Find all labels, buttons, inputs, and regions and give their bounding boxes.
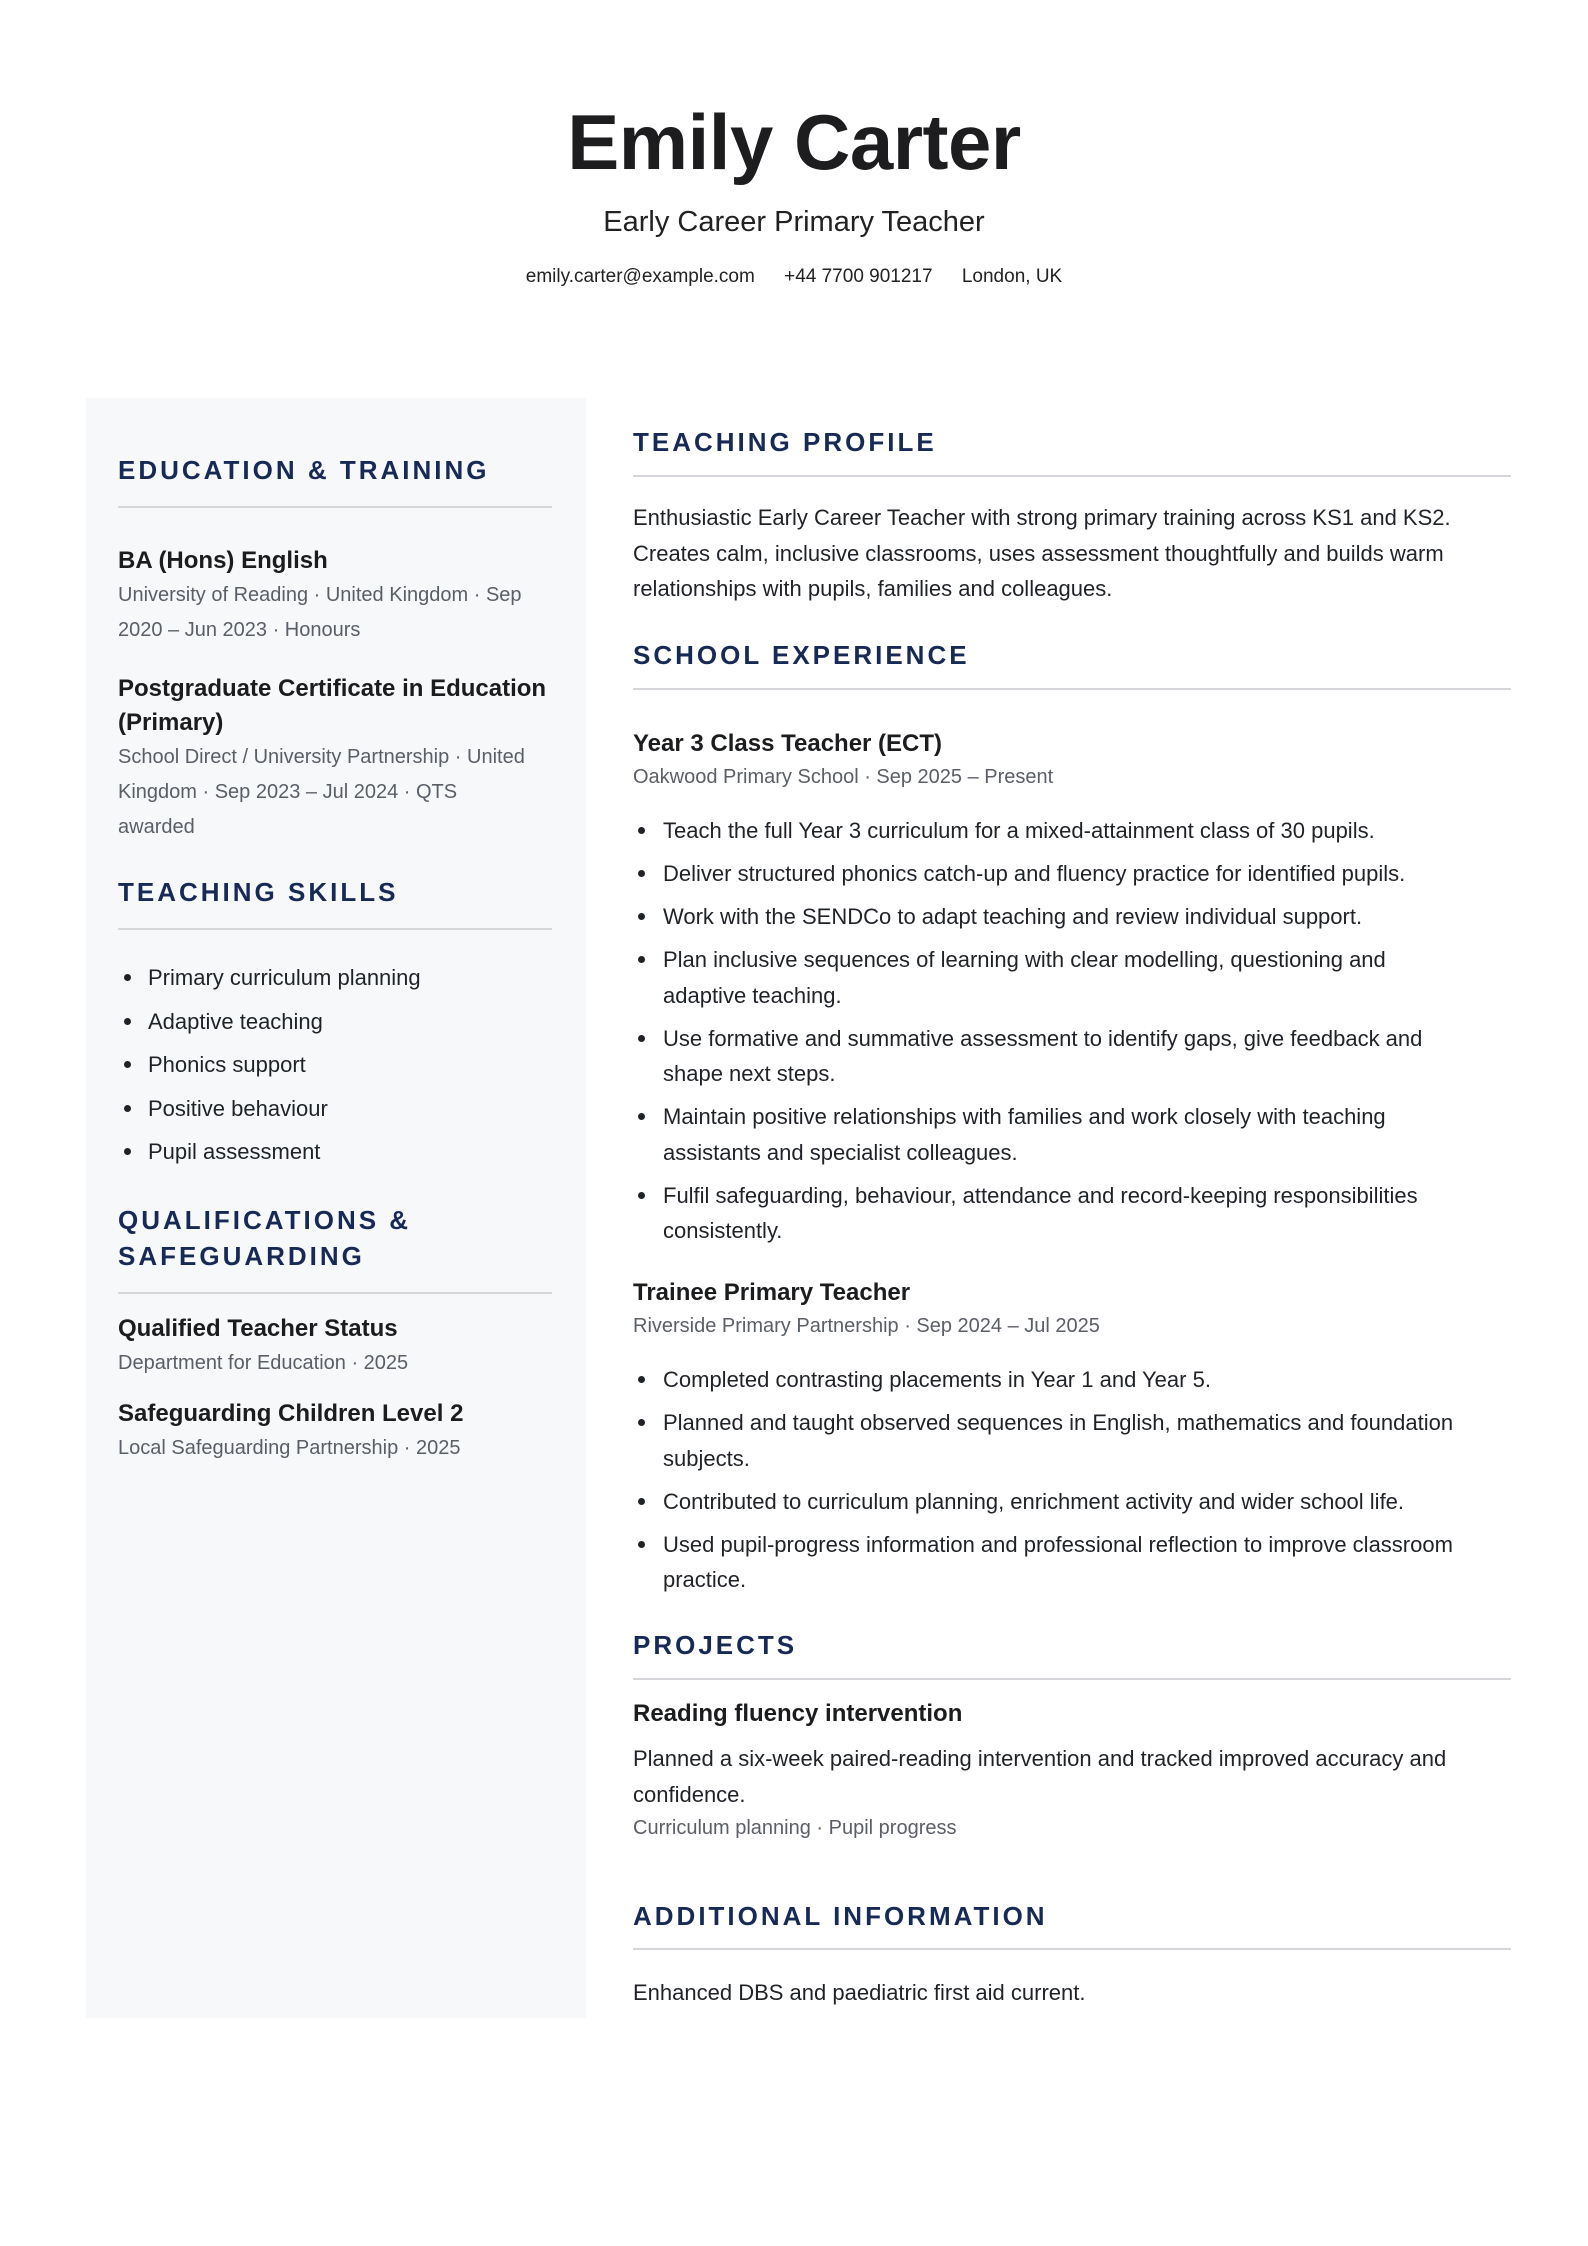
candidate-name: Emily Carter	[567, 98, 1021, 186]
sidebar	[86, 398, 586, 2018]
qualification-meta: Local Safeguarding Partnership · 2025	[118, 1437, 461, 1459]
experience-section-title: SCHOOL EXPERIENCE	[633, 640, 970, 670]
candidate-role: Early Career Primary Teacher	[603, 206, 985, 238]
education-meta: awarded	[118, 816, 195, 838]
education-divider	[118, 506, 552, 508]
list-item: Positive behaviour	[118, 1087, 552, 1131]
additional-section-title: ADDITIONAL INFORMATION	[633, 1901, 1048, 1931]
profile-section-title: TEACHING PROFILE	[633, 427, 937, 457]
education-degree: BA (Hons) English	[118, 547, 328, 574]
education-meta: School Direct / University Partnership · United	[118, 746, 525, 768]
qualification-item	[118, 1312, 552, 1381]
skills-section-title: TEACHING SKILLS	[118, 877, 399, 907]
experience-divider	[633, 688, 1511, 690]
list-item: Plan inclusive sequences of learning with clear modelling, questioning and adaptive teaching.	[633, 942, 1511, 1013]
list-item: Used pupil-progress information and professional reflection to improve classroom practice.	[633, 1527, 1511, 1598]
qualification-meta: Department for Education · 2025	[118, 1352, 409, 1374]
education-degree: Postgraduate Certificate in Education	[118, 675, 547, 702]
project-name: Reading fluency intervention	[633, 1700, 963, 1727]
list-item: Teach the full Year 3 curriculum for a mixed-attainment class of 30 pupils.	[633, 813, 1511, 849]
additional-text: Enhanced DBS and paediatric first aid current.	[633, 1980, 1086, 2005]
resume-header	[0, 96, 1588, 290]
list-item: Pupil assessment	[118, 1130, 552, 1174]
qualification-name: Qualified Teacher Status	[118, 1315, 398, 1342]
contact-location: London, UK	[961, 266, 1063, 287]
qualification-item	[118, 1397, 552, 1466]
education-meta: Kingdom · Sep 2023 – Jul 2024 · QTS	[118, 781, 458, 803]
list-item: Deliver structured phonics catch-up and fluency practice for identified pupils.	[633, 856, 1511, 892]
list-item: Primary curriculum planning	[118, 956, 552, 1000]
list-item: Phonics support	[118, 1043, 552, 1087]
job-entry	[633, 1276, 1511, 1342]
job-role: Year 3 Class Teacher (ECT)	[633, 730, 943, 757]
projects-section-title: PROJECTS	[633, 1630, 798, 1660]
job-meta: Riverside Primary Partnership · Sep 2024 – Jul 2025	[633, 1315, 1100, 1337]
job-bullets	[633, 1362, 1511, 1598]
contact-line	[0, 264, 1588, 290]
project-entry	[633, 1697, 1511, 1844]
education-item	[118, 672, 552, 845]
profile-divider	[633, 475, 1511, 477]
list-item: Work with the SENDCo to adapt teaching and review individual support.	[633, 899, 1511, 935]
list-item: Contributed to curriculum planning, enrichment activity and wider school life.	[633, 1484, 1511, 1520]
project-tags: Curriculum planning · Pupil progress	[633, 1817, 957, 1839]
list-item: Use formative and summative assessment to identify gaps, give feedback and shape next steps.	[633, 1021, 1511, 1092]
contact-phone[interactable]: +44 7700 901217	[784, 266, 933, 287]
qualifications-divider	[118, 1292, 552, 1294]
qualification-name: Safeguarding Children Level 2	[118, 1400, 464, 1427]
contact-email[interactable]: emily.carter@example.com	[525, 266, 755, 287]
skills-divider	[118, 928, 552, 930]
education-meta: University of Reading · United Kingdom · Sep	[118, 584, 522, 606]
list-item: Planned and taught observed sequences in English, mathematics and foundation subjects.	[633, 1405, 1511, 1476]
list-item: Adaptive teaching	[118, 1000, 552, 1044]
qualifications-section-title: QUALIFICATIONS & SAFEGUARDING	[118, 1205, 412, 1271]
job-bullets	[633, 813, 1511, 1249]
job-role: Trainee Primary Teacher	[633, 1279, 911, 1306]
projects-divider	[633, 1678, 1511, 1680]
list-item: Fulfil safeguarding, behaviour, attendance and record-keeping responsibilities consistently.	[633, 1178, 1511, 1249]
profile-text: Enthusiastic Early Career Teacher with strong primary training across KS1 and KS2. Creates calm, inclusive classrooms, uses assessment thoughtfully and builds warm relationships with pupils, families and colleagues.	[633, 505, 1451, 601]
job-entry	[633, 727, 1511, 793]
skills-list	[118, 956, 552, 1174]
education-section-title: EDUCATION & TRAINING	[118, 455, 490, 485]
list-item: Completed contrasting placements in Year 1 and Year 5.	[633, 1362, 1511, 1398]
education-degree: (Primary)	[118, 709, 224, 736]
project-description: Planned a six-week paired-reading intervention and tracked improved accuracy and	[633, 1746, 1447, 1771]
project-description: confidence.	[633, 1781, 746, 1807]
list-item: Maintain positive relationships with families and work closely with teaching assistants and specialist colleagues.	[633, 1099, 1511, 1170]
education-item	[118, 544, 552, 648]
additional-divider	[633, 1948, 1511, 1950]
job-meta: Oakwood Primary School · Sep 2025 – Present	[633, 766, 1054, 788]
education-meta: 2020 – Jun 2023 · Honours	[118, 619, 361, 641]
